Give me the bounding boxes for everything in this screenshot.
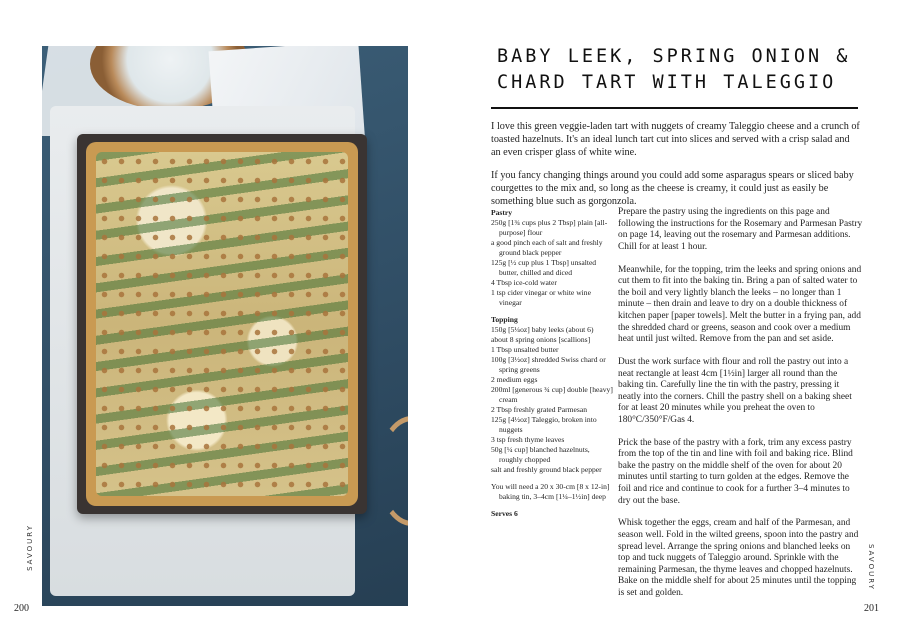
side-label-right: SAVOURY bbox=[867, 544, 875, 591]
ingredient-item: 100g [3½oz] shredded Swiss chard or spring greens bbox=[491, 355, 606, 374]
ingredient-item: 2 medium eggs bbox=[491, 375, 538, 384]
method-step: Whisk together the eggs, cream and half of the Parmesan, and season well. Fold in the wilted greens, spoon into the pastry and spread level. Arrange the spring onions and blanched leeks on top and tuck nuggets of Taleggio around. Sprinkle with the remaining Parmesan, the thyme leaves and chopped hazelnuts. Bake on the middle shelf for about 25 minutes until the topping is set and golden. bbox=[618, 518, 859, 598]
ingredient-item: 200ml [generous ¾ cup] double [heavy] cream bbox=[491, 385, 613, 404]
ingredient-item: salt and freshly ground black pepper bbox=[491, 465, 602, 474]
intro-paragraph: If you fancy changing things around you could add some asparagus spears or sliced baby courgettes to the mix and, so long as the cheese is creamy, it could just as easily be something blue such as gorgonzola. bbox=[491, 169, 854, 207]
ingredient-item: 50g [¼ cup] blanched hazelnuts, roughly chopped bbox=[491, 445, 590, 464]
ingredient-item: a good pinch each of salt and freshly ground black pepper bbox=[491, 238, 603, 257]
ingredient-item: 3 tsp fresh thyme leaves bbox=[491, 435, 565, 444]
recipe-title: BABY LEEK, SPRING ONION & CHARD TART WITH TALEGGIO bbox=[497, 46, 851, 93]
method-column bbox=[618, 207, 864, 611]
equipment-note: You will need a 20 x 30-cm [8 x 12-in] baking tin, 3–4cm [1¼–1½in] deep bbox=[491, 482, 610, 501]
pastry-heading: Pastry bbox=[491, 208, 513, 217]
pastry-list bbox=[491, 218, 613, 308]
method-step: Dust the work surface with flour and roll the pastry out into a neat rectangle at least 4cm [1½in] larger all round than the baking tin. Carefully line the tin with the pastry, pressing it neatly into the corners. Chill the pastry shell on a baking sheet for at least 20 minutes while you preheat the oven to 180°C/350°F/Gas 4. bbox=[618, 356, 852, 425]
ingredient-item: 4 Tbsp ice-cold water bbox=[491, 278, 557, 287]
recipe-intro bbox=[491, 121, 861, 218]
ingredient-item: 125g [½ cup plus 1 Tbsp] unsalted butter, chilled and diced bbox=[491, 258, 597, 277]
topping-list bbox=[491, 325, 613, 475]
side-label-left: SAVOURY bbox=[26, 524, 34, 571]
tart-photo bbox=[42, 46, 408, 606]
ingredient-item: about 8 spring onions [scallions] bbox=[491, 335, 591, 344]
title-rule bbox=[491, 107, 858, 109]
ingredient-item: 150g [5¼oz] baby leeks (about 6) bbox=[491, 325, 594, 334]
topping-heading: Topping bbox=[491, 315, 518, 324]
ingredient-item: 2 Tbsp freshly grated Parmesan bbox=[491, 405, 588, 414]
method-step: Meanwhile, for the topping, trim the leeks and spring onions and cut them to fit into the baking tin. Bring a pan of salted water to the boil and very lightly blanch the leeks – no longer than 1 minute – then drain and leave to dry on a double thickness of kitchen paper [paper towels]. Melt the butter in a frying pan, add the shredded chard or greens, season and cook over a medium heat until just wilted. Remove from the pan and set aside. bbox=[618, 264, 862, 345]
ingredient-item: 1 Tbsp unsalted butter bbox=[491, 345, 559, 354]
serves: Serves 6 bbox=[491, 509, 518, 518]
method-step: Prick the base of the pastry with a fork, trim any excess pastry from the top of the tin and line with foil and baking rice. Blind bake the pastry on the middle shelf of the oven for about 20 minutes until starting to turn golden at the edges. Remove the foil and rice and continue to cook for a further 3–4 minutes to dry out the base. bbox=[618, 437, 853, 506]
page-number-right: 201 bbox=[864, 603, 879, 614]
ingredients-column bbox=[491, 208, 613, 519]
method-step: Prepare the pastry using the ingredients on this page and following the instructions for the Rosemary and Parmesan Pastry on page 14, leaving out the rosemary and Parmesan additions. Chill for at least 1 hour. bbox=[618, 207, 863, 252]
ingredient-item: 1 tsp cider vinegar or white wine vinegar bbox=[491, 288, 591, 307]
hazelnut-topping bbox=[96, 152, 348, 496]
ingredient-item: 250g [1¾ cups plus 2 Tbsp] plain [all-purpose] flour bbox=[491, 218, 608, 237]
bowl-rim bbox=[377, 416, 408, 526]
ingredient-item: 125g [4½oz] Taleggio, broken into nuggets bbox=[491, 415, 597, 434]
page-number-left: 200 bbox=[14, 603, 29, 614]
intro-paragraph: I love this green veggie-laden tart with nuggets of creamy Taleggio cheese and a crunch of toasted hazelnuts. It's an ideal lunch tart cut into slices and served with a crisp salad and an even crisper glass of white wine. bbox=[491, 121, 860, 158]
